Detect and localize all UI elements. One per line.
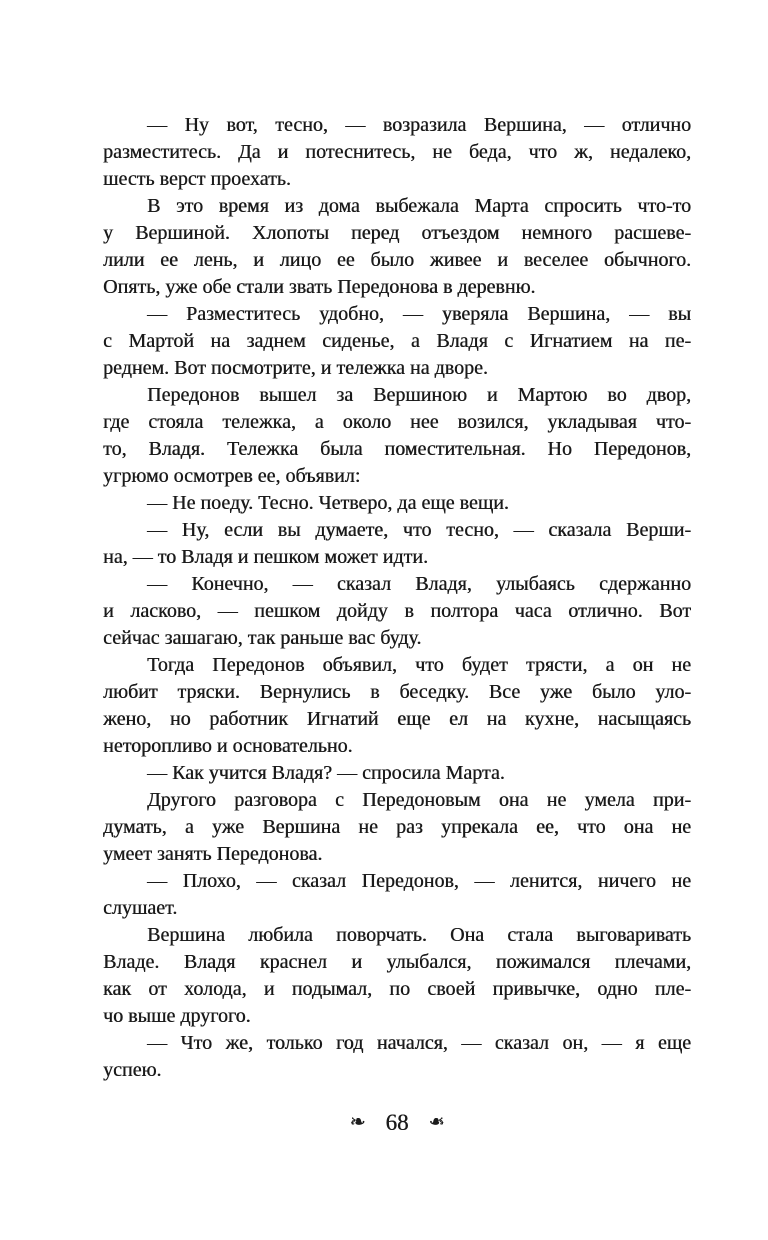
text-line: любит тряски. Вернулись в беседку. Все уже было уло- [103,681,691,703]
text-line: и ласково, — пешком дойду в полтора часа отлично. Вот [103,600,691,622]
text-line: как от холода, и подымал, по своей привычке, одно пле- [103,978,691,1000]
page-number: 68 [385,1109,409,1135]
text-line: Другого разговора с Передоновым она не умела при- [147,789,691,811]
text-line: — Как учится Владя? — спросила Марта. [147,762,505,784]
text-line: Тогда Передонов объявил, что будет трясти, а он не [147,654,691,676]
text-line: успею. [103,1059,162,1081]
text-line: у Вершиной. Хлопоты перед отъездом немного расшеве- [103,222,691,244]
text-line: — Не поеду. Тесно. Четверо, да еще вещи. [147,492,509,514]
text-line: — Что же, только год начался, — сказал он, — я еще [147,1032,691,1054]
text-line: Передонов вышел за Вершиною и Мартою во двор, [147,384,691,406]
floral-ornament-left-icon: ❧ [349,1110,366,1133]
text-line: на, — то Владя и пешком может идти. [103,546,428,568]
text-line: то, Владя. Тележка была поместительная. Но Передонов, [103,438,691,460]
text-line: — Разместитесь удобно, — уверяла Вершина, — вы [147,303,691,325]
text-line: — Ну вот, тесно, — возразила Вершина, — отлично [147,114,691,136]
text-line: В это время из дома выбежала Марта спросить что-то [147,195,691,217]
floral-ornament-right-icon: ❧ [428,1110,445,1133]
text-line: неторопливо и основательно. [103,735,353,757]
text-line: шесть верст проехать. [103,168,291,190]
text-line: Вершина любила поворчать. Она стала выговаривать [147,924,691,946]
text-line: разместитесь. Да и потеснитесь, не беда, что ж, недалеко, [103,141,691,163]
text-line: где стояла тележка, а около нее возился, укладывая что- [103,411,691,433]
text-line: — Конечно, — сказал Владя, улыбаясь сдержанно [147,573,691,595]
page-footer [103,1104,691,1140]
text-line: угрюмо осмотрев ее, объявил: [103,465,361,487]
text-line: думать, а уже Вершина не раз упрекала ее, что она не [103,816,691,838]
text-line: с Мартой на заднем сиденье, а Владя с Игнатием на пе- [103,330,691,352]
text-line: сейчас зашагаю, так раньше вас буду. [103,627,422,649]
text-line: чо выше другого. [103,1005,251,1027]
text-line: реднем. Вот посмотрите, и тележка на дворе. [103,357,488,379]
text-line: слушает. [103,897,178,919]
body-text [103,112,691,1084]
text-line: Владе. Владя краснел и улыбался, пожимался плечами, [103,951,691,973]
text-line: умеет занять Передонова. [103,843,323,865]
text-line: жено, но работник Игнатий еще ел на кухне, насыщаясь [103,708,691,730]
text-line: — Плохо, — сказал Передонов, — ленится, ничего не [147,870,691,892]
text-line: лили ее лень, и лицо ее было живее и веселее обычного. [103,249,691,271]
text-line: Опять, уже обе стали звать Передонова в деревню. [103,276,536,298]
text-line: — Ну, если вы думаете, что тесно, — сказала Верши- [147,519,691,541]
